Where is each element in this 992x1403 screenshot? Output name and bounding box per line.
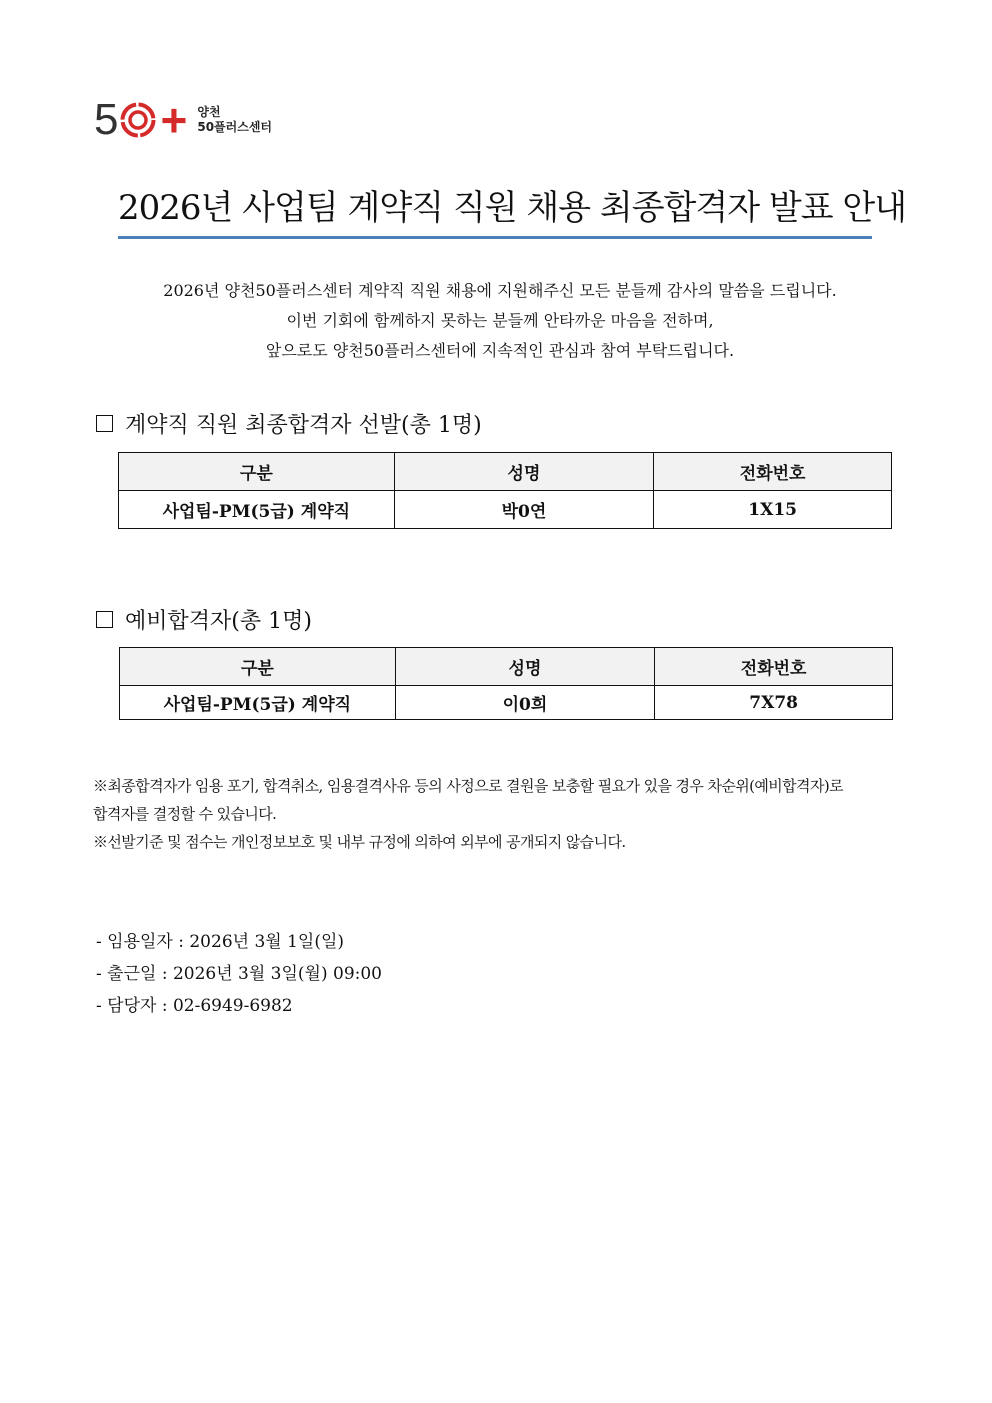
center-logo (94, 95, 272, 145)
final-section-heading (96, 408, 482, 439)
header-phone: 전화번호 (655, 648, 893, 686)
schedule-info (96, 926, 382, 1022)
reserve-table (119, 647, 893, 720)
cell-phone: 7X78 (655, 686, 893, 720)
header-name: 성명 (394, 453, 654, 491)
cell-phone: 1X15 (654, 491, 892, 529)
cell-name: 이0희 (395, 686, 655, 720)
logo-number: 5 (94, 95, 119, 144)
cell-category: 사업팀-PM(5급) 계약직 (120, 686, 396, 720)
page-title: 2026년 사업팀 계약직 직원 채용 최종합격자 발표 안내 (118, 188, 907, 228)
logo-mark (94, 94, 188, 146)
table-row (120, 686, 893, 720)
checkbox-square-icon (96, 611, 113, 628)
table-header-row (120, 648, 893, 686)
logo-name-line2: 50플러스센터 (197, 120, 273, 134)
intro-line: 2026년 양천50플러스센터 계약직 직원 채용에 지원해주신 모든 분들께 감사의 말씀을 드립니다. (163, 281, 837, 300)
reserve-section-heading (96, 604, 312, 635)
table-row (119, 491, 892, 529)
header-name: 성명 (395, 648, 655, 686)
logo-name-line1: 양천 (197, 105, 221, 119)
logo-plus: + (160, 94, 188, 146)
intro-line: 앞으로도 양천50플러스센터에 지속적인 관심과 참여 부탁드립니다. (265, 341, 735, 360)
target-icon (120, 102, 156, 138)
final-table (118, 452, 892, 529)
start-date: - 출근일 : 2026년 3월 3일(월) 09:00 (96, 964, 382, 984)
notes (93, 772, 908, 856)
contact-person: - 담당자 : 02-6949-6982 (96, 996, 293, 1016)
intro-paragraph (100, 276, 900, 366)
appointment-date: - 임용일자 : 2026년 3월 1일(일) (96, 932, 345, 952)
header-category: 구분 (120, 648, 396, 686)
reserve-section-title: 예비합격자(총 1명) (125, 609, 312, 634)
table-header-row (119, 453, 892, 491)
logo-name (197, 105, 272, 135)
header-phone: 전화번호 (654, 453, 892, 491)
title-underline (118, 236, 872, 239)
checkbox-square-icon (96, 415, 113, 432)
note-line: 합격자를 결정할 수 있습니다. (93, 805, 277, 823)
header-category: 구분 (119, 453, 395, 491)
final-section-title: 계약직 직원 최종합격자 선발(총 1명) (125, 413, 482, 438)
intro-line: 이번 기회에 함께하지 못하는 분들께 안타까운 마음을 전하며, (286, 311, 714, 330)
note-line: ※최종합격자가 임용 포기, 합격취소, 임용결격사유 등의 사정으로 결원을 보충할 필요가 있을 경우 차순위(예비합격자)로 (93, 777, 843, 795)
cell-category: 사업팀-PM(5급) 계약직 (119, 491, 395, 529)
note-line: ※선발기준 및 점수는 개인정보보호 및 내부 규정에 의하여 외부에 공개되지 않습니다. (93, 833, 626, 851)
cell-name: 박0연 (394, 491, 654, 529)
